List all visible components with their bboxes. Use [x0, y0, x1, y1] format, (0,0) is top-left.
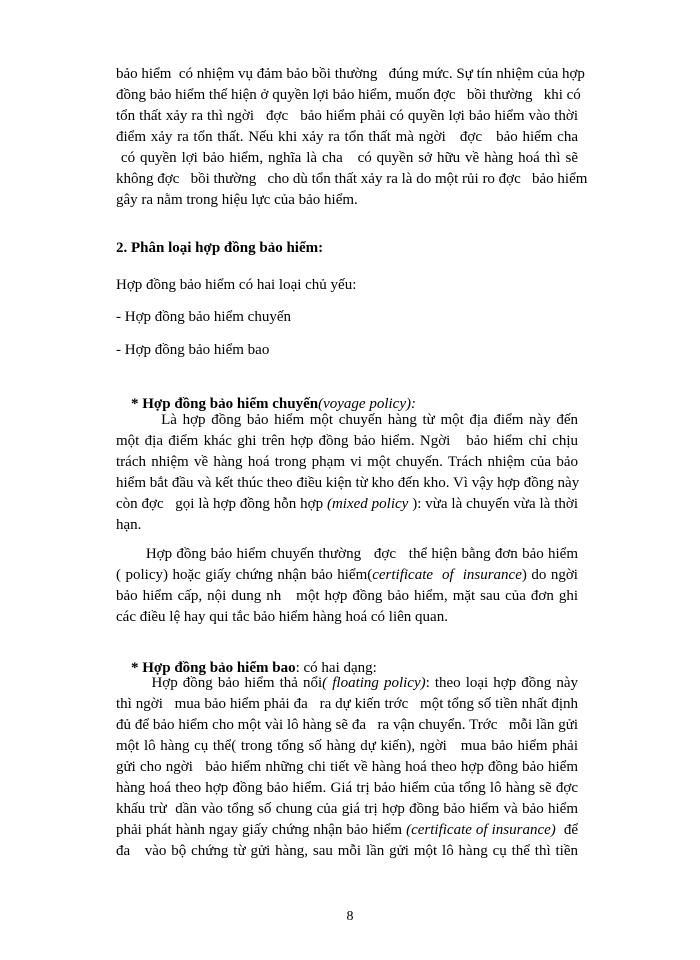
open-heading-tail: : có hai dạng:: [295, 660, 377, 676]
text-line: [116, 494, 578, 515]
text-fragment: ): vừa là chuyến vừa là thời: [408, 496, 578, 512]
text-line: đa vào bộ chứng từ gửi hàng, sau mỗi lần gửi một lô hàng cụ thể thì tiền: [116, 843, 578, 859]
text-line: đồng bảo hiểm thể hiện ở quyền lợi bảo hiểm, muốn đợc bồi thường khi có: [116, 87, 581, 103]
text-fragment: để: [555, 822, 578, 838]
certificate-term: (certificate of insurance): [406, 822, 556, 838]
type-item-open: - Hợp đồng bảo hiểm bao: [116, 342, 270, 358]
text-line: một lô hàng cụ thể( trong tổng số hàng dự kiến), ngời mua bảo hiểm phải: [116, 738, 578, 754]
text-line: bảo hiểm cấp, nội dung nh một hợp đồng bảo hiểm, mặt sau của đơn ghi: [116, 588, 578, 604]
types-intro: Hợp đồng bảo hiểm có hai loại chủ yếu:: [116, 277, 357, 293]
mixed-policy-term: (mixed policy: [326, 496, 409, 512]
text-line: trách nhiệm về hàng hoá trong phạm vi một chuyến. Trách nhiệm của bảo: [116, 454, 578, 470]
text-fragment: ( policy) hoặc giấy chứng nhận bảo hiểm(: [116, 567, 373, 583]
text-fragment: còn đợc gọi là hợp đồng hỗn hợp: [116, 496, 327, 512]
text-line: [116, 673, 578, 694]
text-line: không đợc bồi thường cho dù tổn thất xảy ra là do một rủi ro đợc bảo hiểm: [116, 171, 588, 187]
text-line: hạn.: [116, 517, 142, 533]
voyage-heading-english: (voyage policy):: [318, 396, 416, 412]
type-item-voyage: - Hợp đồng bảo hiểm chuyến: [116, 309, 291, 325]
open-heading-text: * Hợp đồng bảo hiểm bao: [131, 660, 296, 676]
text-line: Hợp đồng bảo hiểm chuyến thường đợc thể hiện bằng đơn bảo hiểm: [116, 546, 578, 562]
text-fragment: Hợp đồng bảo hiểm thả nổi: [116, 675, 323, 691]
voyage-heading-text: * Hợp đồng bảo hiểm chuyến: [131, 396, 319, 412]
text-line: hàng hoá theo hợp đồng bảo hiểm. Giá trị bảo hiểm của tổng lô hàng sẽ đợc: [116, 780, 578, 796]
paragraph-voyage-document: [116, 544, 578, 628]
paragraph-insurance-interest: [116, 64, 588, 211]
text-line: có quyền lợi bảo hiểm, nghĩa là cha có quyền sở hữu về hàng hoá thì sẽ: [116, 150, 578, 166]
text-line: gửi cho ngời bảo hiểm những chi tiết về hàng hoá theo hợp đồng bảo hiểm: [116, 759, 578, 775]
text-line: một địa điểm khác ghi trên hợp đồng bảo hiểm. Ngời bảo hiểm chỉ chịu: [116, 433, 578, 449]
text-fragment: ) do ngời: [521, 567, 578, 583]
text-line: [116, 565, 578, 586]
text-line: [116, 820, 578, 841]
paragraph-floating-policy: [116, 673, 578, 862]
text-line: các điều lệ hay qui tắc bảo hiểm hàng hoá có liên quan.: [116, 609, 448, 625]
text-line: bảo hiểm có nhiệm vụ đảm bảo bồi thường đúng mức. Sự tín nhiệm của hợp: [116, 66, 585, 82]
certificate-term: certificate of insurance: [372, 567, 522, 583]
text-line: gây ra nằm trong hiệu lực của bảo hiểm.: [116, 192, 358, 208]
text-fragment: phải phát hành ngay giấy chứng nhận bảo hiểm: [116, 822, 407, 838]
floating-policy-term: ( floating policy): [322, 675, 426, 691]
page-number: 8: [346, 909, 354, 924]
text-fragment: : theo loại hợp đồng này: [425, 675, 578, 691]
text-line: thì ngời mua bảo hiểm phải đa ra dự kiến trớc một tổng số tiền nhất định: [116, 696, 578, 712]
section-heading: 2. Phân loại hợp đồng bảo hiểm:: [116, 240, 324, 256]
text-line: tổn thất xảy ra thì ngời đợc bảo hiểm phải có quyền lợi bảo hiểm vào thời: [116, 108, 578, 124]
text-line: đủ để bảo hiểm cho một vài lô hàng sẽ đa ra vận chuyển. Trớc mỗi lần gửi: [116, 717, 578, 733]
text-line: điểm xảy ra tổn thất. Nếu khi xảy ra tổn thất mà ngời đợc bảo hiểm cha: [116, 129, 578, 145]
text-line: hiểm bắt đầu và kết thúc theo điều kiện từ kho đến kho. Vì vậy hợp đồng này: [116, 475, 580, 491]
text-line: Là hợp đồng bảo hiểm một chuyến hàng từ một địa điểm này đến: [116, 412, 578, 428]
paragraph-voyage-policy: [116, 410, 578, 536]
text-line: khấu trừ dần vào tổng số chung của giá trị hợp đồng bảo hiểm và bảo hiểm: [116, 801, 578, 817]
